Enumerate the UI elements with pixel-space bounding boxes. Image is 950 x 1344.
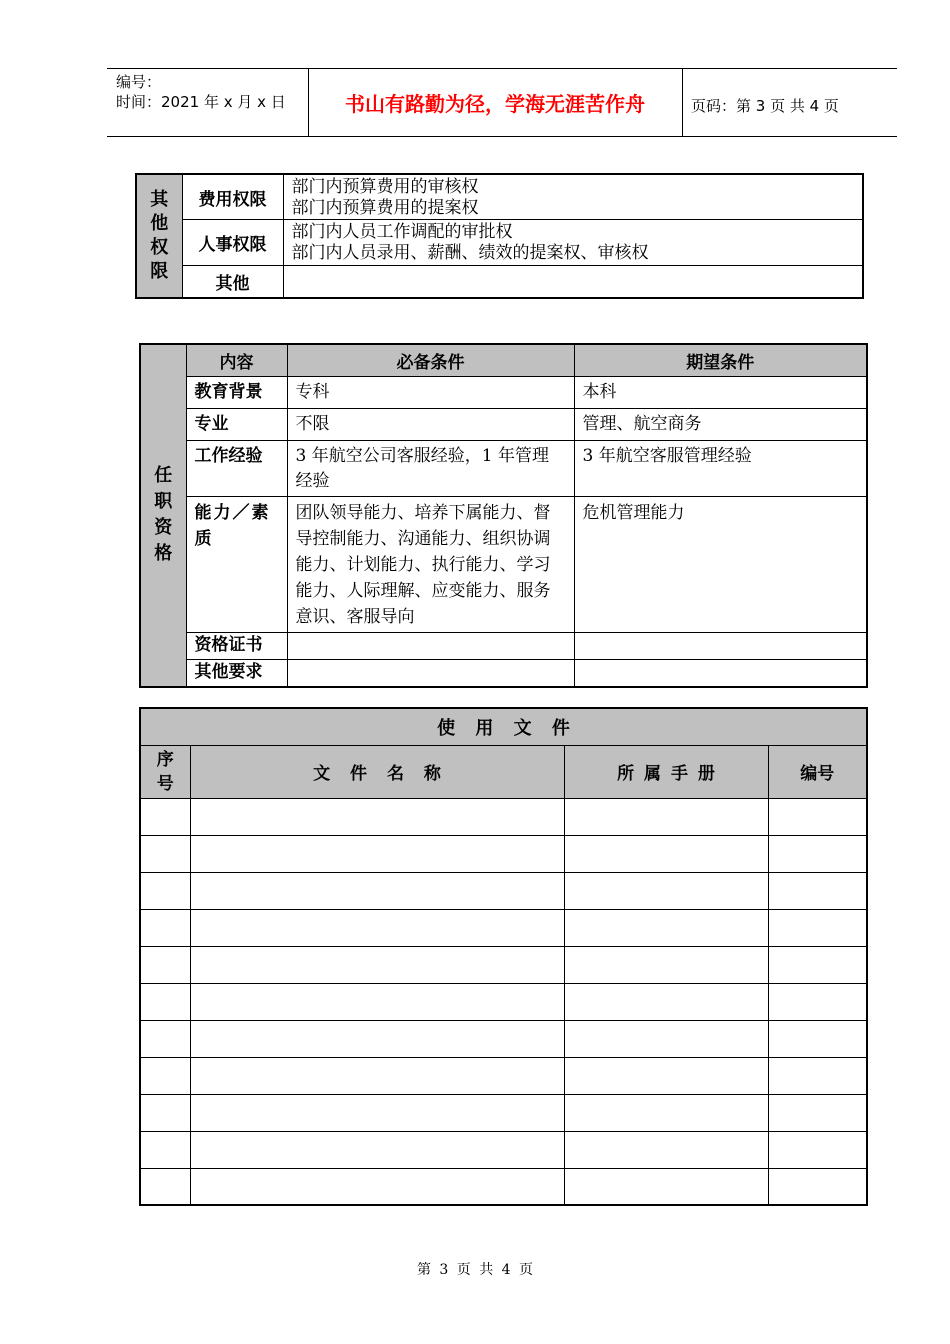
documents-table	[139, 707, 868, 1206]
documents-cell-index	[140, 1057, 190, 1094]
documents-cell-code	[768, 1168, 867, 1205]
documents-header-code: 编号	[768, 745, 867, 798]
documents-title: 使 用 文 件	[140, 708, 867, 745]
qualification-required	[287, 632, 574, 659]
documents-header-name: 文 件 名 称	[190, 745, 564, 798]
documents-cell-code	[768, 835, 867, 872]
qualification-header-content: 内容	[186, 344, 287, 376]
documents-cell-index	[140, 798, 190, 835]
documents-row	[140, 798, 867, 835]
documents-row	[140, 983, 867, 1020]
qualification-expected: 3 年航空客服管理经验	[574, 440, 867, 496]
documents-cell-name	[190, 946, 564, 983]
documents-row	[140, 835, 867, 872]
qualification-expected: 本科	[574, 376, 867, 408]
rights-line: 部门内人员工作调配的审批权	[291, 222, 513, 242]
qualification-expected	[574, 632, 867, 659]
qualification-expected: 管理、航空商务	[574, 408, 867, 440]
documents-row	[140, 1057, 867, 1094]
documents-cell-name	[190, 835, 564, 872]
header-divider-left	[308, 68, 309, 136]
documents-cell-code	[768, 798, 867, 835]
qualification-header-expected: 期望条件	[574, 344, 867, 376]
documents-cell-index	[140, 983, 190, 1020]
qualifications-section-label: 任职资格	[140, 344, 186, 687]
documents-cell-name	[190, 1094, 564, 1131]
qualification-row-label: 其他要求	[186, 659, 287, 687]
rights-row-content	[283, 266, 863, 298]
documents-cell-name	[190, 1020, 564, 1057]
documents-cell-manual	[564, 1057, 768, 1094]
documents-row	[140, 909, 867, 946]
documents-cell-manual	[564, 1131, 768, 1168]
documents-cell-name	[190, 1168, 564, 1205]
documents-header-index: 序号	[140, 745, 190, 798]
documents-header-manual: 所 属 手 册	[564, 745, 768, 798]
documents-cell-name	[190, 909, 564, 946]
documents-cell-manual	[564, 1020, 768, 1057]
documents-cell-index	[140, 1168, 190, 1205]
qualification-row-label: 专业	[186, 408, 287, 440]
rights-line: 部门内人员录用、薪酬、绩效的提案权、审核权	[291, 243, 649, 263]
other-rights-section-label: 其他权限	[136, 174, 182, 298]
rights-row-label: 费用权限	[182, 174, 283, 220]
qualification-row-label: 工作经验	[186, 440, 287, 496]
documents-cell-name	[190, 1131, 564, 1168]
documents-cell-code	[768, 1094, 867, 1131]
documents-cell-index	[140, 872, 190, 909]
documents-body	[140, 798, 867, 1205]
documents-cell-code	[768, 872, 867, 909]
documents-cell-manual	[564, 872, 768, 909]
documents-cell-manual	[564, 909, 768, 946]
qualification-row-label: 教育背景	[186, 376, 287, 408]
documents-cell-index	[140, 1131, 190, 1168]
documents-row	[140, 1131, 867, 1168]
documents-cell-index	[140, 1094, 190, 1131]
documents-cell-code	[768, 1057, 867, 1094]
documents-row	[140, 1020, 867, 1057]
other-rights-table	[135, 173, 864, 299]
documents-cell-index	[140, 946, 190, 983]
rights-row-content	[283, 174, 863, 220]
documents-cell-manual	[564, 835, 768, 872]
qualification-required	[287, 659, 574, 687]
documents-row	[140, 946, 867, 983]
documents-cell-manual	[564, 1094, 768, 1131]
header-divider-right	[682, 68, 683, 136]
qualification-header-required: 必备条件	[287, 344, 574, 376]
header-top-rule	[107, 68, 897, 69]
documents-cell-name	[190, 983, 564, 1020]
header-bottom-rule	[107, 136, 897, 137]
qualification-row-label: 能力／素质	[186, 496, 287, 632]
page-number-label: 页码：第 3 页 共 4 页	[691, 97, 839, 115]
rights-row-label: 人事权限	[182, 220, 283, 266]
qualification-expected: 危机管理能力	[574, 496, 867, 632]
documents-row	[140, 1094, 867, 1131]
qualification-required: 3 年航空公司客服经验，1 年管理经验	[287, 440, 574, 496]
documents-cell-code	[768, 983, 867, 1020]
documents-cell-index	[140, 909, 190, 946]
documents-cell-manual	[564, 1168, 768, 1205]
documents-cell-name	[190, 798, 564, 835]
documents-cell-index	[140, 1020, 190, 1057]
rights-line: 部门内预算费用的审核权	[291, 177, 479, 197]
rights-line: 部门内预算费用的提案权	[291, 198, 479, 218]
documents-cell-code	[768, 1131, 867, 1168]
rights-row-content	[283, 220, 863, 266]
header-motto: 书山有路勤为径，学海无涯苦作舟	[345, 92, 645, 116]
qualification-required: 专科	[287, 376, 574, 408]
documents-cell-manual	[564, 946, 768, 983]
qualifications-table	[139, 343, 868, 688]
documents-cell-index	[140, 835, 190, 872]
rights-row-label: 其他	[182, 266, 283, 298]
documents-cell-code	[768, 909, 867, 946]
document-number-label: 编号：	[116, 73, 162, 91]
qualification-required: 不限	[287, 408, 574, 440]
document-date-label: 时间：2021 年 x 月 x 日	[116, 93, 286, 111]
documents-cell-name	[190, 1057, 564, 1094]
documents-cell-code	[768, 946, 867, 983]
page-footer: 第 3 页 共 4 页	[416, 1262, 534, 1278]
qualification-expected	[574, 659, 867, 687]
qualification-row-label: 资格证书	[186, 632, 287, 659]
documents-row	[140, 1168, 867, 1205]
documents-row	[140, 872, 867, 909]
documents-cell-manual	[564, 983, 768, 1020]
documents-cell-name	[190, 872, 564, 909]
qualification-required: 团队领导能力、培养下属能力、督导控制能力、沟通能力、组织协调能力、计划能力、执行能力、学习能力、人际理解、应变能力、服务意识、客服导向	[287, 496, 574, 632]
documents-cell-code	[768, 1020, 867, 1057]
documents-cell-manual	[564, 798, 768, 835]
